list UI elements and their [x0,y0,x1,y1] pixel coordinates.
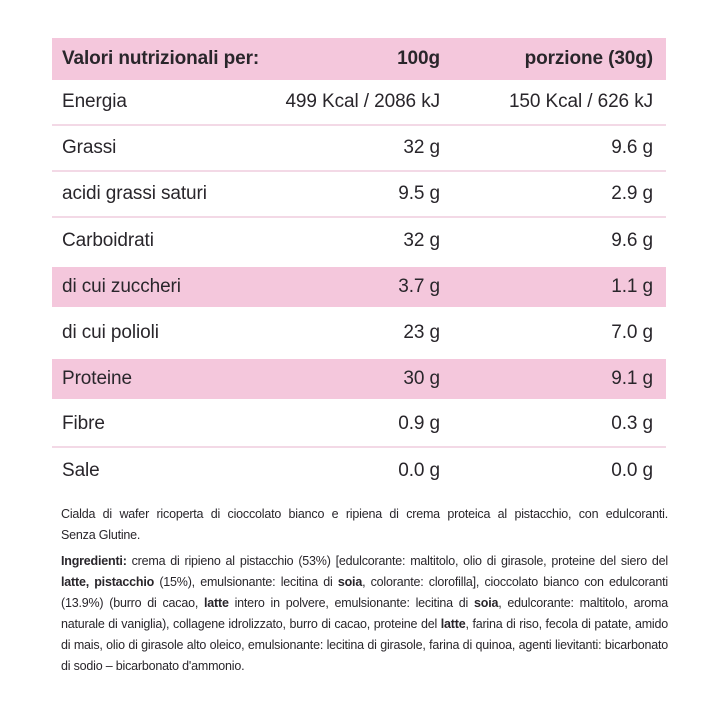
nutrient-row [52,448,666,494]
value-per-portion: 0.3 g [611,413,653,434]
nutrient-label: Proteine [62,368,132,389]
nutrient-label: Energia [62,91,127,112]
value-per-100g: 9.5 g [398,183,440,204]
value-per-100g: 0.0 g [398,460,440,481]
nutrient-label: acidi grassi saturi [62,183,207,204]
value-per-100g: 32 g [403,230,440,251]
value-per-portion: 7.0 g [611,322,653,343]
gluten-free-note: Senza Glutine. [61,528,141,542]
value-per-portion: 150 Kcal / 626 kJ [508,91,653,112]
table-header-row [52,38,666,80]
nutrient-rows [52,80,666,494]
nutrient-label: Sale [62,460,100,481]
nutrient-label: Fibre [62,413,105,434]
nutrient-row [52,402,666,448]
column-header-100g: 100g [397,48,440,69]
nutrient-row [52,310,666,356]
nutrient-label: di cui zuccheri [62,276,181,297]
value-per-portion: 1.1 g [611,276,653,297]
nutrient-row [52,80,666,126]
nutrient-label: Grassi [62,137,117,158]
nutrient-row [52,356,666,402]
ingredients-paragraph: Ingredienti: crema di ripieno al pistacchio (53%) [edulcorante: maltitolo, olio di girasole, proteine del siero del latte, pistacchio (15%), emulsionante: lecitina di soia, colorante: clorofilla], cioccolato bianco con edulcoranti (13.9%) (burro di cacao, latte intero in polvere, emulsionante: lecitina di soia, edulcorante: maltitolo, aroma naturale di vaniglia), collagene idrolizzato, burro di cacao, proteine del latte, farina di riso, fecola di patate, amido di mais, olio di girasole alto oleico, emulsionante: lecitina di girasole, farina di quinoa, agenti lievitanti: bicarbonato di sodio – bicarbonato d'ammonio. [61,554,668,673]
value-per-100g: 0.9 g [398,413,440,434]
value-per-100g: 23 g [403,322,440,343]
value-per-portion: 9.1 g [611,368,653,389]
value-per-100g: 32 g [403,137,440,158]
header-label: Valori nutrizionali per: [62,48,260,69]
nutrient-label: di cui polioli [62,322,159,343]
value-per-portion: 0.0 g [611,460,653,481]
nutrient-row [52,126,666,172]
nutrient-row [52,172,666,218]
label-text-block [61,504,668,677]
product-description-line1: Cialda di wafer ricoperta di cioccolato bianco e ripiena di crema proteica al pistacchio, con edulcoranti. [61,507,668,521]
nutrition-table [52,38,666,494]
product-description [61,504,668,546]
nutrient-label: Carboidrati [62,230,154,251]
value-per-100g: 3.7 g [398,276,440,297]
column-header-portion: porzione (30g) [524,48,653,69]
nutrient-row [52,218,666,264]
value-per-portion: 9.6 g [611,137,653,158]
nutrient-row [52,264,666,310]
value-per-portion: 2.9 g [611,183,653,204]
value-per-100g: 499 Kcal / 2086 kJ [285,91,440,112]
value-per-portion: 9.6 g [611,230,653,251]
value-per-100g: 30 g [403,368,440,389]
